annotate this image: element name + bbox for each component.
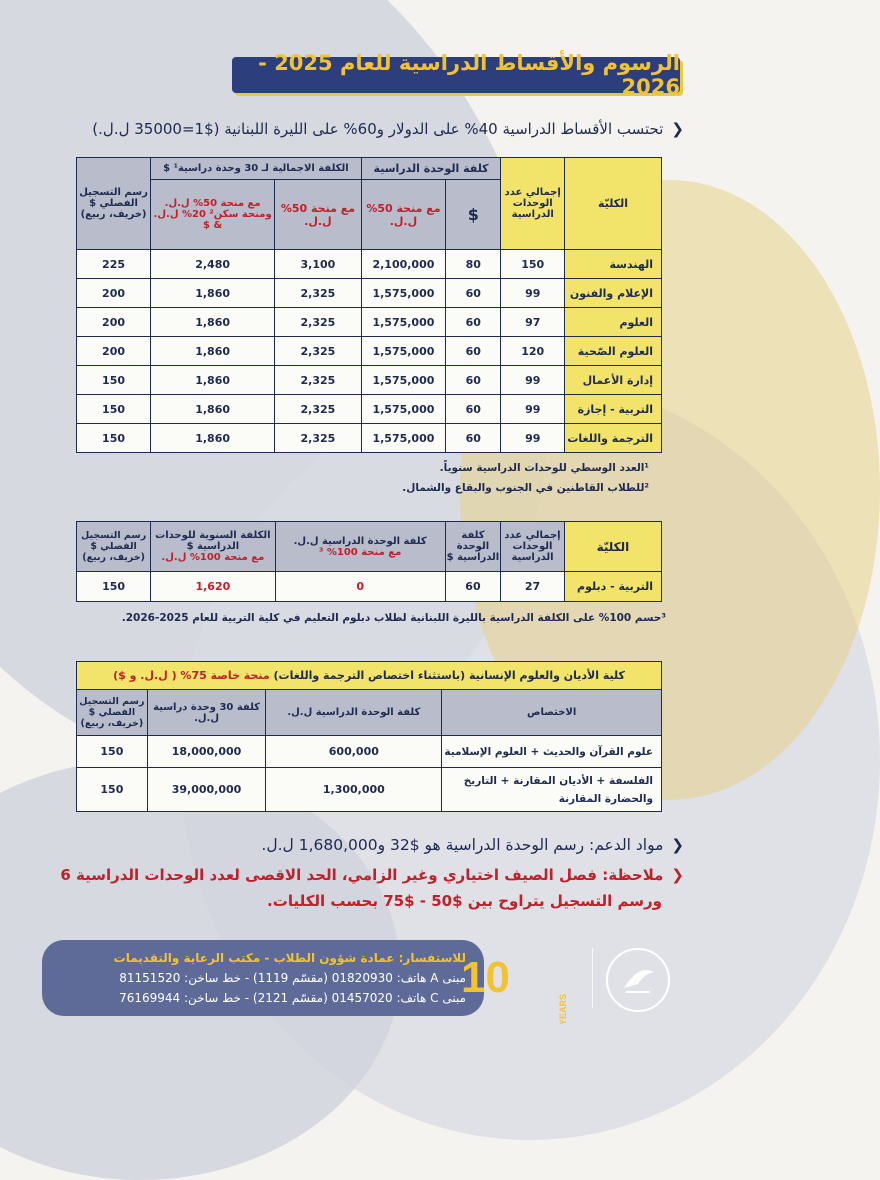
cell-usd: 60 — [446, 279, 501, 308]
diploma-table — [76, 521, 662, 602]
cell-unit: 600,000 — [266, 736, 442, 768]
contact-line-c: مبنى C هاتف: 01457020 (مقسّم 2121) - خط ساخن: 76169944 — [119, 991, 466, 1005]
cell-units: 99 — [501, 279, 565, 308]
religions-title — [77, 662, 662, 690]
cell-units: 99 — [501, 424, 565, 453]
cell-lbp: 1,575,000 — [361, 279, 445, 308]
table-row — [77, 308, 662, 337]
contact-box — [42, 940, 484, 1016]
cell-total-housing: 1,860 — [151, 366, 275, 395]
badge-number: 10 — [461, 953, 510, 1002]
cell-lbp: 0 — [275, 572, 445, 602]
support-text: مواد الدعم: رسم الوحدة الدراسية هو $32 و1,680,000 ل.ل. — [261, 836, 664, 854]
cell-reg: 150 — [77, 736, 148, 768]
footnote-1: ¹العدد الوسطي للوحدات الدراسية سنوياً. — [439, 462, 649, 474]
cell-reg: 150 — [77, 395, 151, 424]
footnote-3: ³حسم 100% على الكلفة الدراسية بالليرة اللبنانية لطلاب دبلوم التعليم في كلية التربية للعام 2025-2026. — [121, 612, 666, 624]
table-row — [77, 768, 662, 812]
cell-usd: 60 — [446, 424, 501, 453]
col-unit-lbp — [275, 522, 445, 572]
contact-line-a: مبنى A هاتف: 01820930 (مقسّم 1119) - خط ساخن: 81151520 — [119, 971, 466, 985]
table-row — [77, 572, 662, 602]
cell-total-grant: 2,325 — [275, 337, 362, 366]
cell-unit: 1,300,000 — [266, 768, 442, 812]
cell-total-housing: 1,860 — [151, 337, 275, 366]
contact-heading: للاستفسار: عمادة شؤون الطلاب - مكتب الرعاية والتقديمات — [113, 951, 466, 965]
col-total-cost: الكلفة الاجمالية لـ 30 وحدة دراسية¹ $ — [151, 158, 362, 180]
table-row — [77, 337, 662, 366]
cell-cost30: 18,000,000 — [147, 736, 266, 768]
cell-units: 97 — [501, 308, 565, 337]
cell-total-housing: 2,480 — [151, 250, 275, 279]
col-faculty: الكليّة — [565, 158, 662, 250]
religions-title-main: كلية الأديان والعلوم الإنسانية (باستثناء اختصاص الترجمة واللغات) — [273, 669, 625, 682]
note-bullet-2 — [267, 892, 662, 910]
cell-reg: 200 — [77, 308, 151, 337]
cell-faculty: التربية - دبلوم — [564, 572, 661, 602]
col-annual-note: مع منحة 100% ل.ل. — [161, 552, 265, 563]
cell-reg: 150 — [77, 424, 151, 453]
col-major: الاختصاص — [442, 690, 662, 736]
religions-table — [76, 661, 662, 812]
religions-title-grant: منحة خاصة 75% ( ل.ل. و $) — [113, 669, 270, 682]
table-row — [77, 424, 662, 453]
university-logo — [606, 948, 670, 1012]
col-unit-lbp-label: كلفة الوحدة الدراسية ل.ل. — [293, 535, 427, 547]
cell-major: الفلسفة + الأديان المقارنة + التاريخ والحضارة المقارنة — [442, 768, 662, 812]
cell-reg: 200 — [77, 337, 151, 366]
cell-lbp: 1,575,000 — [361, 366, 445, 395]
cell-major: علوم القرآن والحديث + العلوم الإسلامية — [442, 736, 662, 768]
cell-faculty: الإعلام والفنون — [565, 279, 662, 308]
table-row — [77, 395, 662, 424]
cell-total-grant: 2,325 — [275, 308, 362, 337]
note-line-1: ملاحظة: فصل الصيف اختياري وغير الزامي، الحد الاقصى لعدد الوحدات الدراسية 6 — [60, 866, 664, 884]
cell-lbp: 1,575,000 — [361, 424, 445, 453]
cell-total-grant: 2,325 — [275, 424, 362, 453]
cell-faculty: التربية - إجازة — [565, 395, 662, 424]
col-total-housing: مع منحة 50% ل.ل. ومنحة سكن² 20% ل.ل. & $ — [151, 180, 275, 250]
chevron-left-icon: ❮ — [671, 866, 684, 884]
cell-faculty: العلوم — [565, 308, 662, 337]
cell-total-housing: 1,860 — [151, 424, 275, 453]
divider — [592, 948, 593, 1008]
table-row — [77, 279, 662, 308]
cell-usd: 60 — [446, 308, 501, 337]
cell-faculty: إدارة الأعمال — [565, 366, 662, 395]
ten-years-logo — [461, 944, 576, 1026]
cell-lbp: 1,575,000 — [361, 308, 445, 337]
cell-total-housing: 1,860 — [151, 395, 275, 424]
cell-reg: 150 — [77, 768, 148, 812]
col-faculty: الكليّة — [564, 522, 661, 572]
note-line-2: ورسم التسجيل يتراوح بين $50 - $75 بحسب الكليات. — [267, 892, 662, 910]
cell-units: 150 — [501, 250, 565, 279]
cell-reg: 225 — [77, 250, 151, 279]
cell-reg: 200 — [77, 279, 151, 308]
cell-total-grant: 2,325 — [275, 395, 362, 424]
badge-word: YEARS — [558, 994, 568, 1026]
chevron-left-icon: ❮ — [671, 120, 684, 138]
cell-usd: 60 — [446, 366, 501, 395]
col-unit-lbp: مع منحة 50% ل.ل. — [361, 180, 445, 250]
col-annual-label: الكلفة السنوية للوحدات الدراسية $ — [155, 530, 271, 552]
cell-lbp: 1,575,000 — [361, 337, 445, 366]
cell-usd: 60 — [446, 395, 501, 424]
table-row — [77, 250, 662, 279]
col-unit-cost: كلفة الوحدة الدراسية — [361, 158, 501, 180]
cell-total-grant: 2,325 — [275, 279, 362, 308]
col-annual — [151, 522, 275, 572]
cell-units: 27 — [501, 572, 565, 602]
table-row — [77, 736, 662, 768]
note-bullet — [60, 866, 684, 884]
chevron-left-icon: ❮ — [671, 836, 684, 854]
cell-reg: 150 — [77, 572, 151, 602]
cell-reg: 150 — [77, 366, 151, 395]
col-unit-usd: $ — [446, 180, 501, 250]
cell-faculty: العلوم الصّحية — [565, 337, 662, 366]
cell-cost30: 39,000,000 — [147, 768, 266, 812]
intro-bullet — [92, 120, 684, 138]
cell-units: 120 — [501, 337, 565, 366]
cell-total-housing: 1,860 — [151, 279, 275, 308]
cell-lbp: 2,100,000 — [361, 250, 445, 279]
col-reg-fee: رسم التسجيل الفصلي $ (خريف، ربيع) — [77, 690, 148, 736]
cell-units: 99 — [501, 395, 565, 424]
fees-table — [76, 157, 662, 453]
col-unit-usd: كلفة الوحدة الدراسية $ — [445, 522, 500, 572]
col-reg-fee: رسم التسجيل الفصلي $ (خريف، ربيع) — [77, 158, 151, 250]
cell-lbp: 1,575,000 — [361, 395, 445, 424]
col-unit-cost: كلفة الوحدة الدراسية ل.ل. — [266, 690, 442, 736]
cell-faculty: الترجمة واللغات — [565, 424, 662, 453]
col-cost30: كلفة 30 وحدة دراسية ل.ل. — [147, 690, 266, 736]
col-unit-lbp-note: مع منحة 100% ³ — [318, 546, 402, 558]
col-total-units: إجمالي عدد الوحدات الدراسية — [501, 158, 565, 250]
cell-usd: 60 — [446, 337, 501, 366]
cell-units: 99 — [501, 366, 565, 395]
cell-usd: 80 — [446, 250, 501, 279]
cell-total-grant: 2,325 — [275, 366, 362, 395]
intro-text: تحتسب الأقساط الدراسية 40% على الدولار و60% على الليرة اللبنانية ($1=35000 ل.ل.) — [92, 120, 664, 138]
cell-total-grant: 3,100 — [275, 250, 362, 279]
col-total-units: إجمالي عدد الوحدات الدراسية — [501, 522, 565, 572]
page-title: الرسوم والأقساط الدراسية للعام 2025 - 2026 — [232, 57, 680, 93]
col-total-grant: مع منحة 50% ل.ل. — [275, 180, 362, 250]
cell-faculty: الهندسة — [565, 250, 662, 279]
cell-total-housing: 1,860 — [151, 308, 275, 337]
table-row — [77, 366, 662, 395]
col-reg-fee: رسم التسجيل الفصلي $ (خريف، ربيع) — [77, 522, 151, 572]
cell-annual: 1,620 — [151, 572, 275, 602]
cell-usd: 60 — [445, 572, 500, 602]
support-bullet — [261, 836, 684, 854]
footnote-2: ²للطلاب القاطنين في الجنوب والبقاع والشمال. — [402, 482, 649, 494]
